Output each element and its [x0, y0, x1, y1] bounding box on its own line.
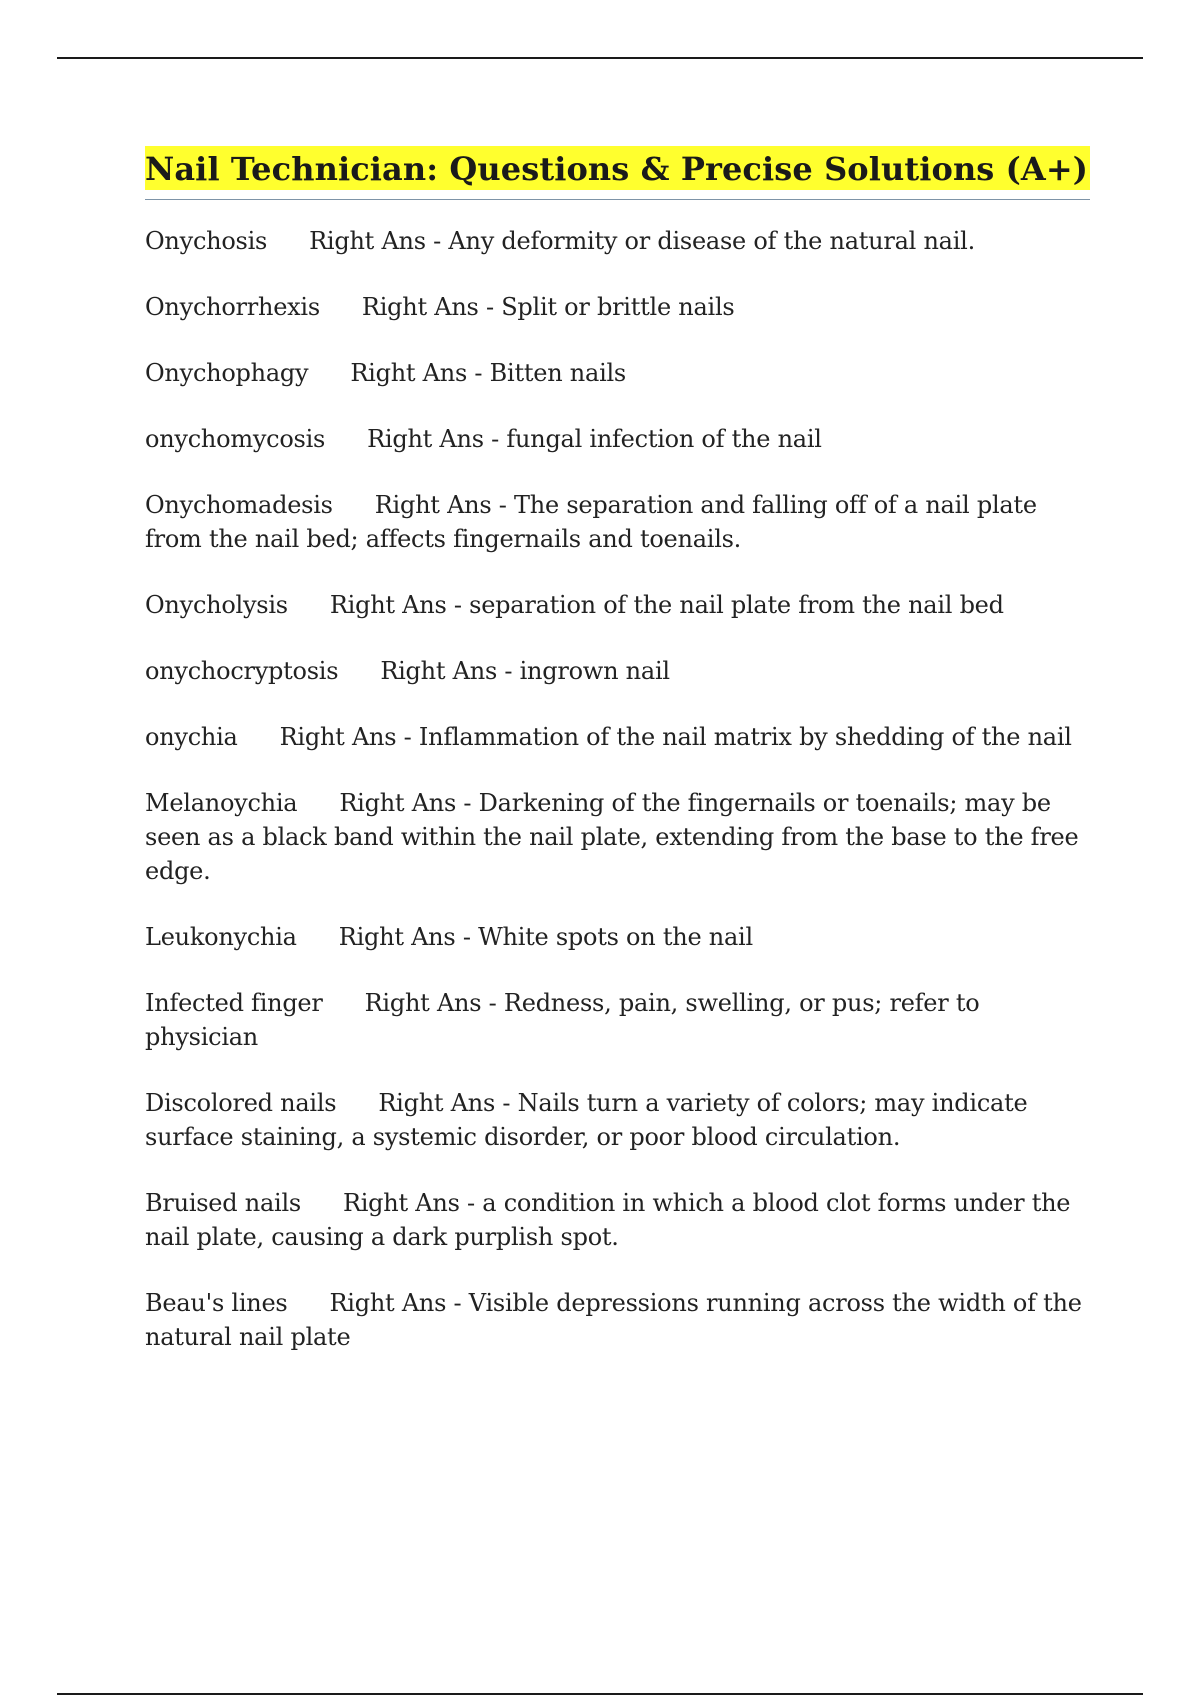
qa-entry [145, 1286, 1090, 1354]
answer: Right Ans - ingrown nail [380, 657, 670, 685]
qa-entry [145, 356, 1090, 390]
term: onychomycosis [145, 425, 326, 453]
answer: Right Ans - Darkening of the fingernails or toenails; may be seen as a black band within the nail plate, extending from the base to the free edge. [145, 789, 1079, 885]
term: onychia [145, 723, 238, 751]
term: Beau's lines [145, 1289, 288, 1317]
qa-entry [145, 422, 1090, 456]
qa-entry [145, 488, 1090, 556]
answer: Right Ans - Split or brittle nails [361, 293, 735, 321]
answer: Right Ans - fungal infection of the nail [367, 425, 822, 453]
term: Onychomadesis [145, 491, 333, 519]
qa-entry [145, 1086, 1090, 1154]
answer: Right Ans - Nails turn a variety of colors; may indicate surface staining, a systemic disorder, or poor blood circulation. [145, 1089, 1028, 1151]
page-top-rule [57, 57, 1143, 59]
qa-entry [145, 986, 1090, 1054]
term: Onychophagy [145, 359, 309, 387]
answer: Right Ans - The separation and falling off of a nail plate from the nail bed; affects fingernails and toenails. [145, 491, 1037, 553]
qa-entry [145, 654, 1090, 688]
answer: Right Ans - Bitten nails [350, 359, 626, 387]
document-title: Nail Technician: Questions & Precise Solutions (A+) [145, 146, 1090, 190]
answer: Right Ans - a condition in which a blood clot forms under the nail plate, causing a dark purplish spot. [145, 1189, 1071, 1251]
term: Melanoychia [145, 789, 298, 817]
qa-entry [145, 290, 1090, 324]
term: Onycholysis [145, 591, 288, 619]
qa-entry [145, 920, 1090, 954]
qa-entry [145, 1186, 1090, 1254]
term: Bruised nails [145, 1189, 301, 1217]
term: Infected finger [145, 989, 323, 1017]
qa-list [145, 224, 1090, 1354]
term: Leukonychia [145, 923, 297, 951]
answer: Right Ans - Any deformity or disease of the natural nail. [309, 227, 975, 255]
document-body [145, 146, 1090, 1386]
answer: Right Ans - White spots on the nail [338, 923, 753, 951]
term: onychocryptosis [145, 657, 339, 685]
answer: Right Ans - Visible depressions running across the width of the natural nail plate [145, 1289, 1082, 1351]
qa-entry [145, 224, 1090, 258]
qa-entry [145, 786, 1090, 888]
term: Onychorrhexis [145, 293, 320, 321]
qa-entry [145, 720, 1090, 754]
term: Onychosis [145, 227, 268, 255]
qa-entry [145, 588, 1090, 622]
answer: Right Ans - Inflammation of the nail matrix by shedding of the nail [279, 723, 1072, 751]
answer: Right Ans - Redness, pain, swelling, or pus; refer to physician [145, 989, 980, 1051]
title-block [145, 146, 1090, 200]
answer: Right Ans - separation of the nail plate from the nail bed [329, 591, 1004, 619]
term: Discolored nails [145, 1089, 337, 1117]
page-bottom-rule [57, 1693, 1143, 1695]
